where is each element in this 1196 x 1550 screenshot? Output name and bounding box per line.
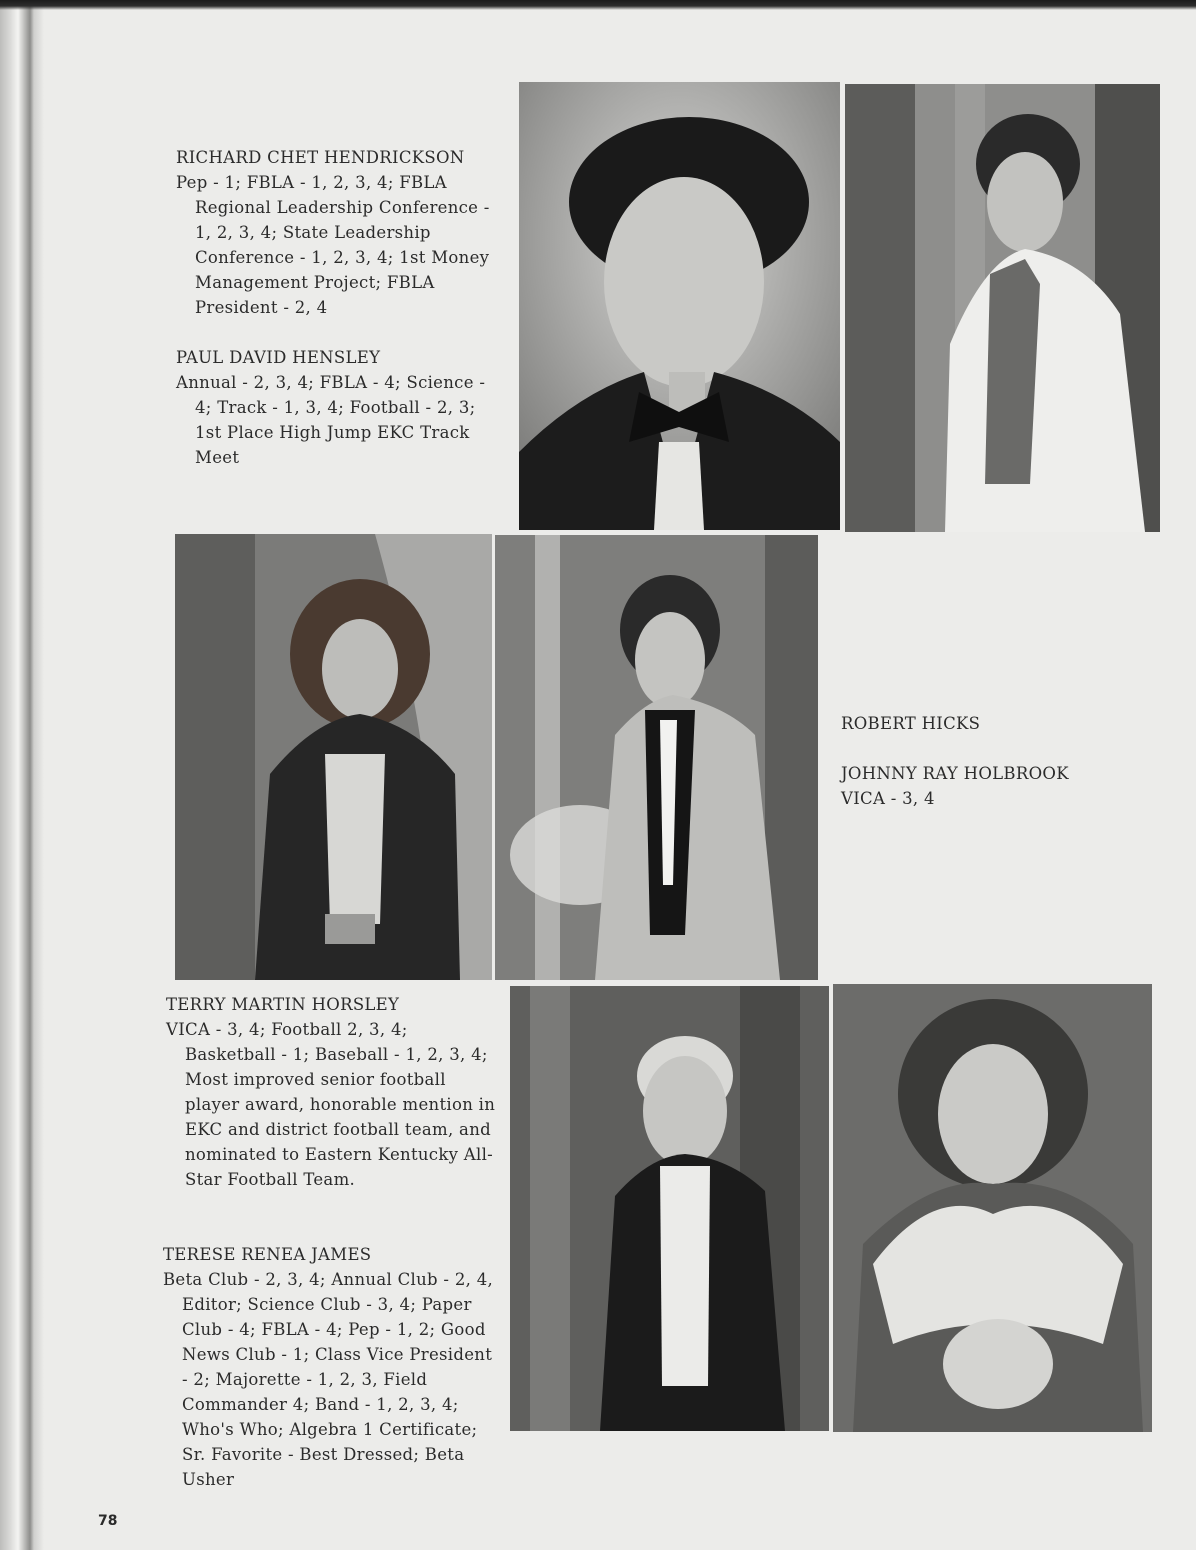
portrait-photo-holbrook (495, 535, 818, 980)
student-name: ROBERT HICKS (841, 714, 981, 733)
student-activities: Annual - 2, 3, 4; FBLA - 4; Science - 4; Track - 1, 3, 4; Football - 2, 3; 1st Place High Jump EKC Track Meet (176, 373, 486, 467)
student-name: PAUL DAVID HENSLEY (176, 348, 381, 367)
student-entry-holbrook (841, 761, 1141, 811)
page-number: 78 (98, 1513, 118, 1529)
portrait-photo-hicks (175, 534, 492, 980)
student-name: TERESE RENEA JAMES (163, 1245, 372, 1264)
student-name: JOHNNY RAY HOLBROOK (841, 764, 1069, 783)
portrait-photo-hendrickson (519, 82, 840, 530)
page-binding (0, 0, 44, 1550)
student-entry-hensley (176, 345, 506, 470)
student-activities: Pep - 1; FBLA - 1, 2, 3, 4; FBLA Regional Leadership Conference - 1, 2, 3, 4; State Leadership Conference - 1, 2, 3, 4; 1st Money Management Project; FBLA President - 2, 4 (176, 173, 490, 317)
student-activities: VICA - 3, 4 (841, 789, 935, 808)
student-activities: Beta Club - 2, 3, 4; Annual Club - 2, 4, Editor; Science Club - 3, 4; Paper Club - 4; FBLA - 4; Pep - 1, 2; Good News Club - 1; Class Vice President - 2; Majorette - 1, 2, 3, Field Commander 4; Band - 1, 2, 3, 4; Who's Who; Algebra 1 Certificate; Sr. Favorite - Best Dressed; Beta Usher (163, 1270, 494, 1489)
student-entry-james (163, 1242, 499, 1492)
student-name: RICHARD CHET HENDRICKSON (176, 148, 465, 167)
student-entry-hendrickson (176, 145, 506, 320)
student-name: TERRY MARTIN HORSLEY (166, 995, 400, 1014)
portrait-photo-hensley (845, 84, 1160, 532)
student-entry-horsley (166, 992, 496, 1192)
portrait-photo-horsley (510, 986, 829, 1431)
top-shadow (0, 0, 1196, 10)
portrait-photo-james (833, 984, 1152, 1432)
student-entry-hicks (841, 711, 1141, 736)
student-activities: VICA - 3, 4; Football 2, 3, 4; Basketball - 1; Baseball - 1, 2, 3, 4; Most improved senior football player award, honorable mention in EKC and district football team, and nominated to Eastern Kentucky All-Star Football Team. (166, 1020, 496, 1189)
